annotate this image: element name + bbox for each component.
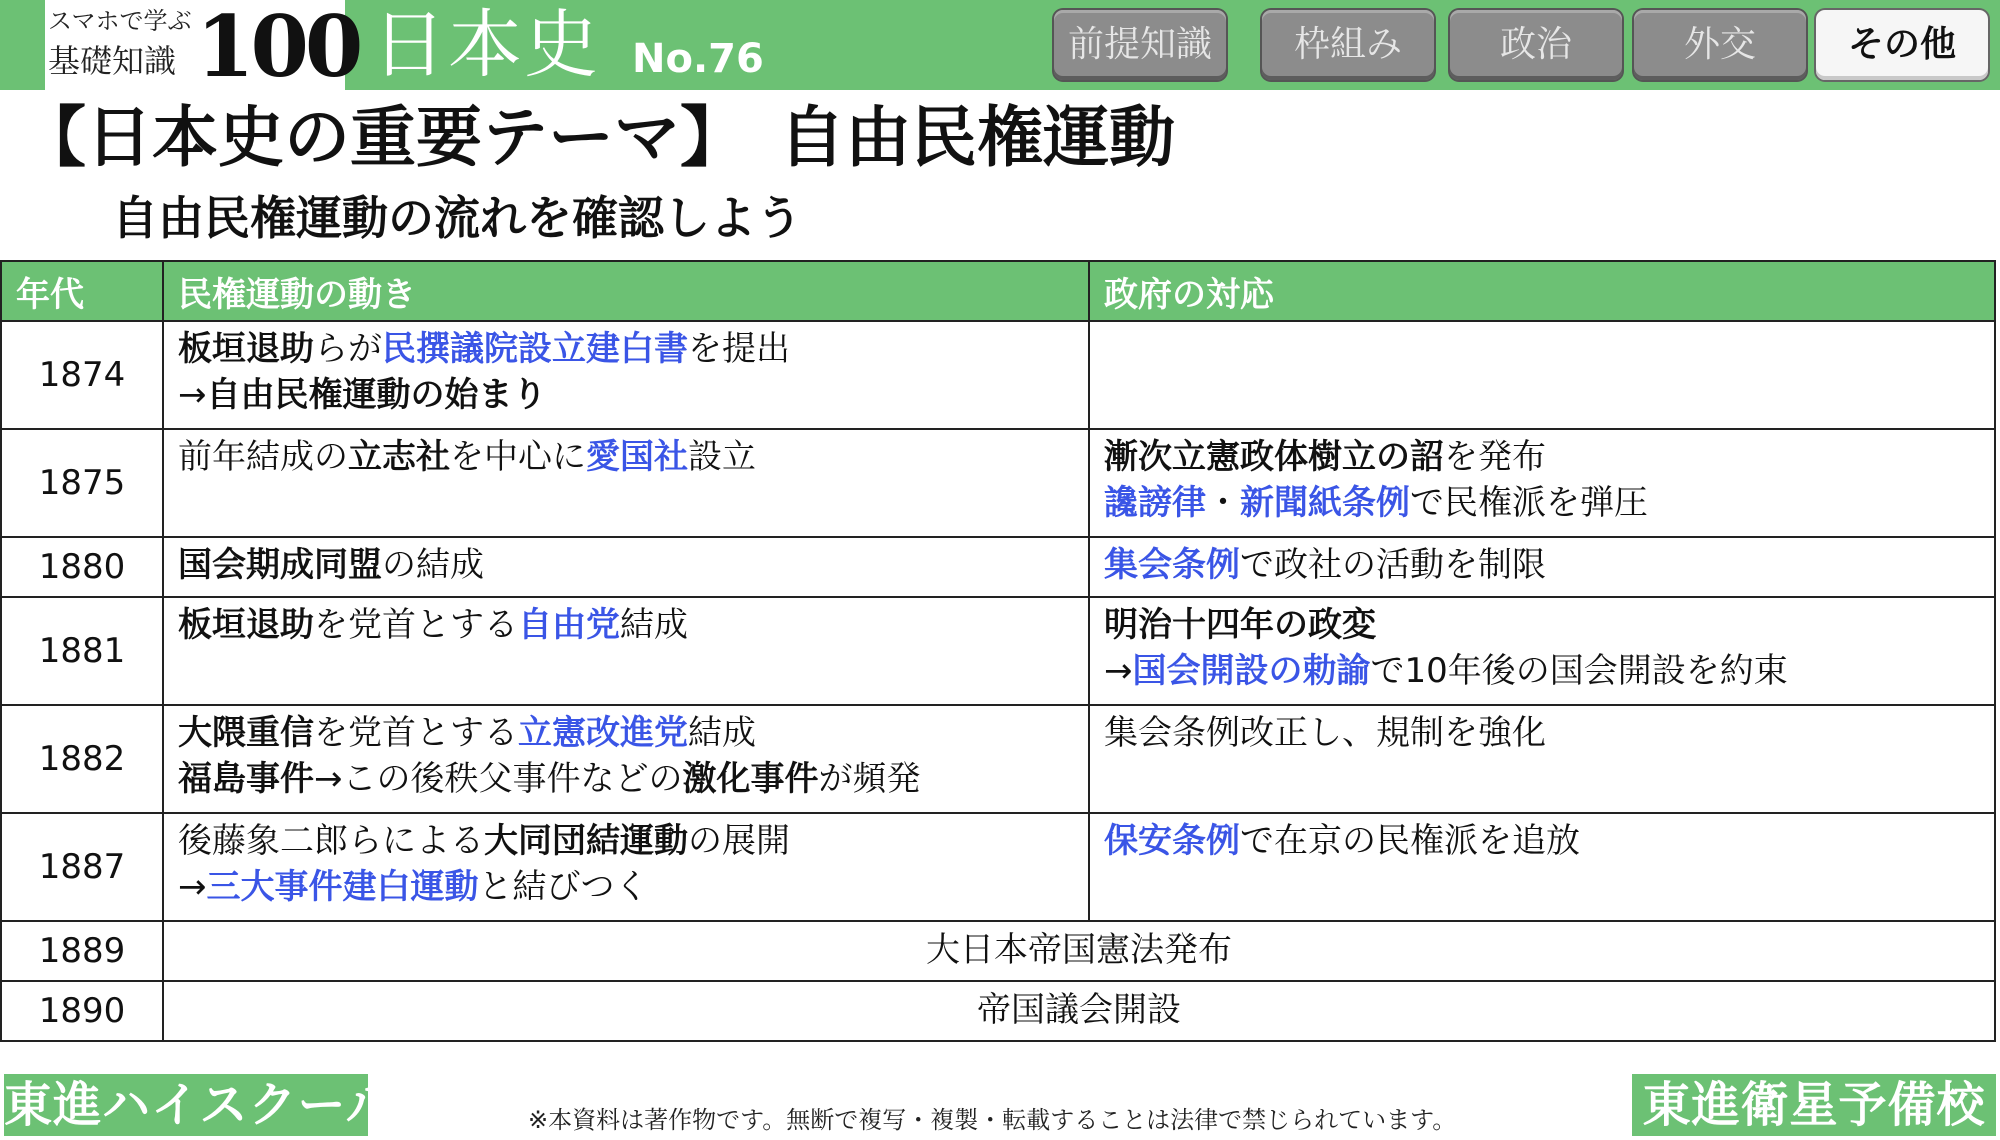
keyword-text: 集会条例	[1104, 545, 1240, 585]
plain-text: 結成	[688, 713, 756, 753]
keyword-text: 国会開設の勅諭	[1132, 651, 1371, 691]
plain-text: を中心に	[450, 437, 586, 477]
plain-text: 後藤象二郎らによる	[178, 821, 484, 861]
plain-text: を提出	[688, 329, 790, 369]
header-movement: 民権運動の動き	[163, 261, 1089, 321]
year-cell: 1889	[1, 921, 163, 981]
plain-text: の結成	[382, 545, 484, 585]
plain-text: 結成	[620, 605, 688, 645]
table-row	[1, 429, 1995, 537]
plain-text: の展開	[688, 821, 790, 861]
cell-line	[178, 542, 1074, 588]
toshin-satellite-logo: 東進衛星予備校	[1632, 1074, 1996, 1136]
cell-line	[1104, 434, 1980, 480]
event-cell: 大日本帝国憲法発布	[163, 921, 1995, 981]
cell-line	[1104, 648, 1980, 694]
cell-line	[178, 756, 1074, 802]
cell-line	[1104, 818, 1980, 864]
cell-line	[1104, 542, 1980, 588]
plain-text: が頻発	[818, 759, 921, 799]
plain-text: を発布	[1444, 437, 1546, 477]
plain-text: →	[1104, 651, 1133, 691]
movement-cell	[163, 429, 1089, 537]
bold-text: 福島事件	[178, 759, 314, 799]
page-title: 【日本史の重要テーマ】 自由民権運動	[20, 99, 1175, 176]
plain-text: らが	[314, 329, 382, 369]
bold-text: 激化事件	[682, 759, 819, 799]
year-cell: 1887	[1, 813, 163, 921]
plain-text: で民権派を弾圧	[1410, 483, 1648, 523]
plain-text: 集会条例改正し、規制を強化	[1104, 713, 1546, 753]
plain-text: ・	[1206, 483, 1240, 523]
table-row	[1, 813, 1995, 921]
cell-line	[178, 602, 1074, 648]
cell-line	[178, 864, 1074, 910]
cell-line	[178, 818, 1074, 864]
nav-prerequisite-button[interactable]: 前提知識	[1054, 10, 1226, 80]
table-row	[1, 921, 1995, 981]
table-row	[1, 981, 1995, 1041]
year-cell: 1890	[1, 981, 163, 1041]
year-cell: 1880	[1, 537, 163, 597]
plain-text: で政社の活動を制限	[1240, 545, 1546, 585]
brand-number: 100	[196, 0, 360, 96]
year-cell: 1881	[1, 597, 163, 705]
bold-text: 明治十四年の政変	[1104, 605, 1376, 645]
bold-text: 大隈重信	[178, 713, 314, 753]
table-header-row	[1, 261, 1995, 321]
plain-text: →	[178, 375, 207, 415]
government-cell	[1089, 813, 1995, 921]
brand-tagline: スマホで学ぶ	[48, 7, 192, 35]
government-cell	[1089, 537, 1995, 597]
bold-text: 大同団結運動	[484, 821, 688, 861]
bold-text: 板垣退助	[178, 605, 314, 645]
table-row	[1, 705, 1995, 813]
plain-text: →	[178, 867, 207, 907]
year-cell: 1882	[1, 705, 163, 813]
keyword-text: 讒謗律	[1104, 483, 1206, 523]
plain-text: と結びつく	[478, 867, 649, 907]
keyword-text: 保安条例	[1104, 821, 1240, 861]
plain-text: →この後秩父事件などの	[314, 759, 683, 799]
plain-text: で在京の民権派を追放	[1240, 821, 1580, 861]
cell-line	[178, 710, 1074, 756]
cell-line	[178, 434, 1074, 480]
bold-text: 漸次立憲政体樹立の詔	[1104, 437, 1444, 477]
header-year: 年代	[1, 261, 163, 321]
government-cell	[1089, 597, 1995, 705]
movement-cell	[163, 705, 1089, 813]
movement-cell	[163, 537, 1089, 597]
movement-cell	[163, 813, 1089, 921]
year-cell: 1874	[1, 321, 163, 429]
keyword-text: 愛国社	[586, 437, 688, 477]
bold-text: 立志社	[348, 437, 450, 477]
keyword-text: 新聞紙条例	[1240, 483, 1410, 523]
bold-text: 自由民権運動の始まり	[206, 375, 547, 415]
year-cell: 1875	[1, 429, 163, 537]
plain-text: を党首とする	[314, 605, 518, 645]
subject-title: 日本史	[372, 2, 600, 88]
table-row	[1, 537, 1995, 597]
copyright-notice: ※本資料は著作物です。無断で複写・複製・転載することは法律で禁じられています。	[528, 1106, 1457, 1134]
government-cell	[1089, 321, 1995, 429]
plain-text: で10年後の国会開設を約束	[1370, 651, 1788, 691]
movement-cell	[163, 597, 1089, 705]
bold-text: 国会期成同盟	[178, 545, 382, 585]
brand-series-name: 基礎知識	[48, 42, 177, 80]
cell-line	[178, 326, 1074, 372]
event-cell: 帝国議会開設	[163, 981, 1995, 1041]
plain-text: 設立	[688, 437, 756, 477]
movement-cell	[163, 321, 1089, 429]
page-subtitle: 自由民権運動の流れを確認しよう	[112, 191, 802, 245]
header-government: 政府の対応	[1089, 261, 1995, 321]
nav-other-button[interactable]: その他	[1816, 10, 1988, 80]
cell-line	[1104, 480, 1980, 526]
keyword-text: 民撰議院設立建白書	[382, 329, 688, 369]
history-table	[0, 260, 1994, 1042]
plain-text: 前年結成の	[178, 437, 348, 477]
nav-diplomacy-button[interactable]: 外交	[1634, 10, 1806, 80]
cell-line	[1104, 710, 1980, 756]
government-cell	[1089, 429, 1995, 537]
keyword-text: 自由党	[518, 605, 620, 645]
plain-text: を党首とする	[314, 713, 518, 753]
cell-line	[178, 372, 1074, 418]
table-body	[1, 321, 1995, 1041]
header-bar	[0, 0, 2000, 96]
government-cell	[1089, 705, 1995, 813]
table-row	[1, 597, 1995, 705]
nav-politics-button[interactable]: 政治	[1450, 10, 1622, 80]
table-row	[1, 321, 1995, 429]
keyword-text: 立憲改進党	[518, 713, 688, 753]
cell-line	[1104, 602, 1980, 648]
toshin-highschool-logo: 東進ハイスクール	[4, 1074, 368, 1136]
issue-number: No.76	[632, 36, 764, 82]
nav-framework-button[interactable]: 枠組み	[1262, 10, 1434, 80]
bold-text: 板垣退助	[178, 329, 314, 369]
keyword-text: 三大事件建白運動	[206, 867, 479, 907]
